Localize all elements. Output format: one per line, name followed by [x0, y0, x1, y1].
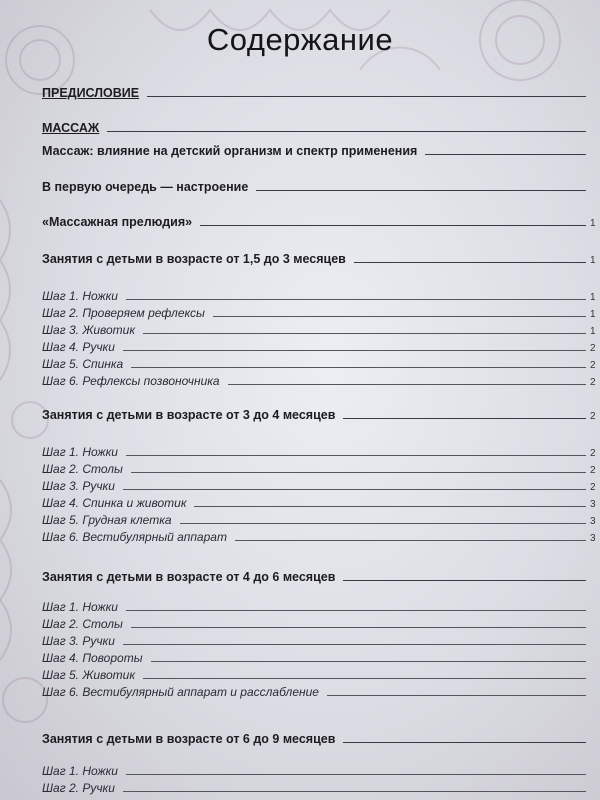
- toc-leader-line: [425, 154, 586, 155]
- toc-entry-label: Шаг 6. Вестибулярный аппарат и расслабление: [42, 685, 319, 699]
- toc-leader-line: [143, 678, 586, 679]
- toc-entry-label: Занятия с детьми в возрасте от 6 до 9 месяцев: [42, 732, 336, 746]
- toc-page-number: 2: [590, 377, 596, 388]
- toc-leader-line: [126, 299, 586, 300]
- toc-section-entry[interactable]: [42, 211, 600, 229]
- toc-step-entry[interactable]: [42, 777, 600, 795]
- toc-section-entry[interactable]: [42, 566, 600, 584]
- toc-step-entry[interactable]: [42, 370, 600, 388]
- toc-step-entry[interactable]: [42, 596, 600, 614]
- toc-page-number: 1: [590, 292, 596, 303]
- toc-leader-line: [126, 774, 586, 775]
- toc-entry-label: Шаг 5. Спинка: [42, 357, 124, 371]
- toc-entry-label: «Массажная прелюдия»: [42, 215, 193, 229]
- toc-leader-line: [343, 742, 586, 743]
- toc-entry-label: Шаг 1. Ножки: [42, 289, 118, 303]
- toc-page-number: 2: [590, 482, 596, 493]
- toc-entry-label: Занятия с детьми в возрасте от 4 до 6 месяцев: [42, 570, 336, 584]
- toc-page-number: 1: [590, 218, 596, 229]
- toc-page-number: 1: [590, 326, 596, 337]
- toc-entry-label: Шаг 3. Ручки: [42, 634, 115, 648]
- toc-leader-line: [123, 791, 586, 792]
- toc-leader-line: [123, 644, 586, 645]
- toc-step-entry[interactable]: [42, 509, 600, 527]
- toc-leader-line: [200, 225, 586, 226]
- toc-leader-line: [327, 695, 586, 696]
- toc-leader-line: [107, 131, 586, 132]
- toc-leader-line: [143, 333, 586, 334]
- toc-step-entry[interactable]: [42, 285, 600, 303]
- toc-section-entry[interactable]: [42, 728, 600, 746]
- toc-step-entry[interactable]: [42, 441, 600, 459]
- toc-section-entry[interactable]: [42, 404, 600, 422]
- toc-step-entry[interactable]: [42, 526, 600, 544]
- toc-step-entry[interactable]: [42, 647, 600, 665]
- toc-step-entry[interactable]: [42, 458, 600, 476]
- toc-entry-label: Шаг 2. Ручки: [42, 781, 115, 795]
- toc-entry-label: Занятия с детьми в возрасте от 1,5 до 3 месяцев: [42, 252, 346, 266]
- toc-leader-line: [213, 316, 586, 317]
- toc-entry-label: Шаг 4. Ручки: [42, 340, 115, 354]
- toc-section-entry[interactable]: [42, 82, 600, 100]
- toc-section-entry[interactable]: [42, 176, 600, 194]
- toc-leader-line: [126, 610, 586, 611]
- toc-leader-line: [126, 455, 586, 456]
- toc-section-entry[interactable]: [42, 117, 600, 135]
- page-title: Содержание: [206, 22, 394, 57]
- toc-leader-line: [228, 384, 586, 385]
- toc-step-entry[interactable]: [42, 319, 600, 337]
- toc-leader-line: [147, 96, 586, 97]
- toc-entry-label: Шаг 1. Ножки: [42, 764, 118, 778]
- toc-leader-line: [343, 418, 586, 419]
- toc-page-number: 2: [590, 448, 596, 459]
- toc-step-entry[interactable]: [42, 475, 600, 493]
- toc-leader-line: [235, 540, 586, 541]
- toc-leader-line: [354, 262, 586, 263]
- toc-page-number: 1: [590, 309, 596, 320]
- toc-leader-line: [131, 472, 586, 473]
- toc-entry-label: Шаг 5. Животик: [42, 668, 135, 682]
- toc-leader-line: [256, 190, 586, 191]
- toc-step-entry[interactable]: [42, 353, 600, 371]
- toc-entry-label: Шаг 3. Ручки: [42, 479, 115, 493]
- toc-step-entry[interactable]: [42, 302, 600, 320]
- toc-leader-line: [123, 350, 586, 351]
- toc-step-entry[interactable]: [42, 630, 600, 648]
- toc-step-entry[interactable]: [42, 336, 600, 354]
- toc-leader-line: [343, 580, 586, 581]
- toc-page-number: 2: [590, 411, 596, 422]
- toc-page-number: 3: [590, 516, 596, 527]
- toc-entry-label: Шаг 1. Ножки: [42, 600, 118, 614]
- toc-entry-label: Шаг 2. Проверяем рефлексы: [42, 306, 205, 320]
- toc-leader-line: [151, 661, 586, 662]
- toc-step-entry[interactable]: [42, 760, 600, 778]
- toc-page-number: 2: [590, 465, 596, 476]
- toc-step-entry[interactable]: [42, 681, 600, 699]
- toc-leader-line: [131, 627, 586, 628]
- toc-leader-line: [123, 489, 586, 490]
- toc-entry-label: Шаг 6. Рефлексы позвоночника: [42, 374, 220, 388]
- toc-page-number: 3: [590, 533, 596, 544]
- toc-page-number: 2: [590, 360, 596, 371]
- toc-section-entry[interactable]: [42, 140, 600, 158]
- toc-section-entry[interactable]: [42, 248, 600, 266]
- toc-page-number: 2: [590, 343, 596, 354]
- toc-entry-label: ПРЕДИСЛОВИЕ: [42, 86, 140, 100]
- toc-page-number: 3: [590, 499, 596, 510]
- toc-page-number: 1: [590, 255, 596, 266]
- toc-entry-label: Шаг 2. Столы: [42, 462, 123, 476]
- toc-entry-label: Шаг 2. Столы: [42, 617, 123, 631]
- toc-entry-label: Шаг 3. Животик: [42, 323, 135, 337]
- toc-leader-line: [180, 523, 586, 524]
- toc-entry-label: Занятия с детьми в возрасте от 3 до 4 месяцев: [42, 408, 336, 422]
- toc-leader-line: [194, 506, 586, 507]
- toc-entry-label: Шаг 4. Спинка и животик: [42, 496, 187, 510]
- toc-entry-label: Шаг 5. Грудная клетка: [42, 513, 172, 527]
- toc-entry-label: Шаг 1. Ножки: [42, 445, 118, 459]
- toc-step-entry[interactable]: [42, 664, 600, 682]
- toc-step-entry[interactable]: [42, 492, 600, 510]
- toc-leader-line: [131, 367, 586, 368]
- toc-entry-label: В первую очередь — настроение: [42, 180, 249, 194]
- toc-entry-label: Шаг 4. Повороты: [42, 651, 143, 665]
- toc-step-entry[interactable]: [42, 613, 600, 631]
- toc-entry-label: Массаж: влияние на детский организм и спектр применения: [42, 144, 418, 158]
- toc-entry-label: Шаг 6. Вестибулярный аппарат: [42, 530, 227, 544]
- toc-entry-label: МАССАЖ: [42, 121, 100, 135]
